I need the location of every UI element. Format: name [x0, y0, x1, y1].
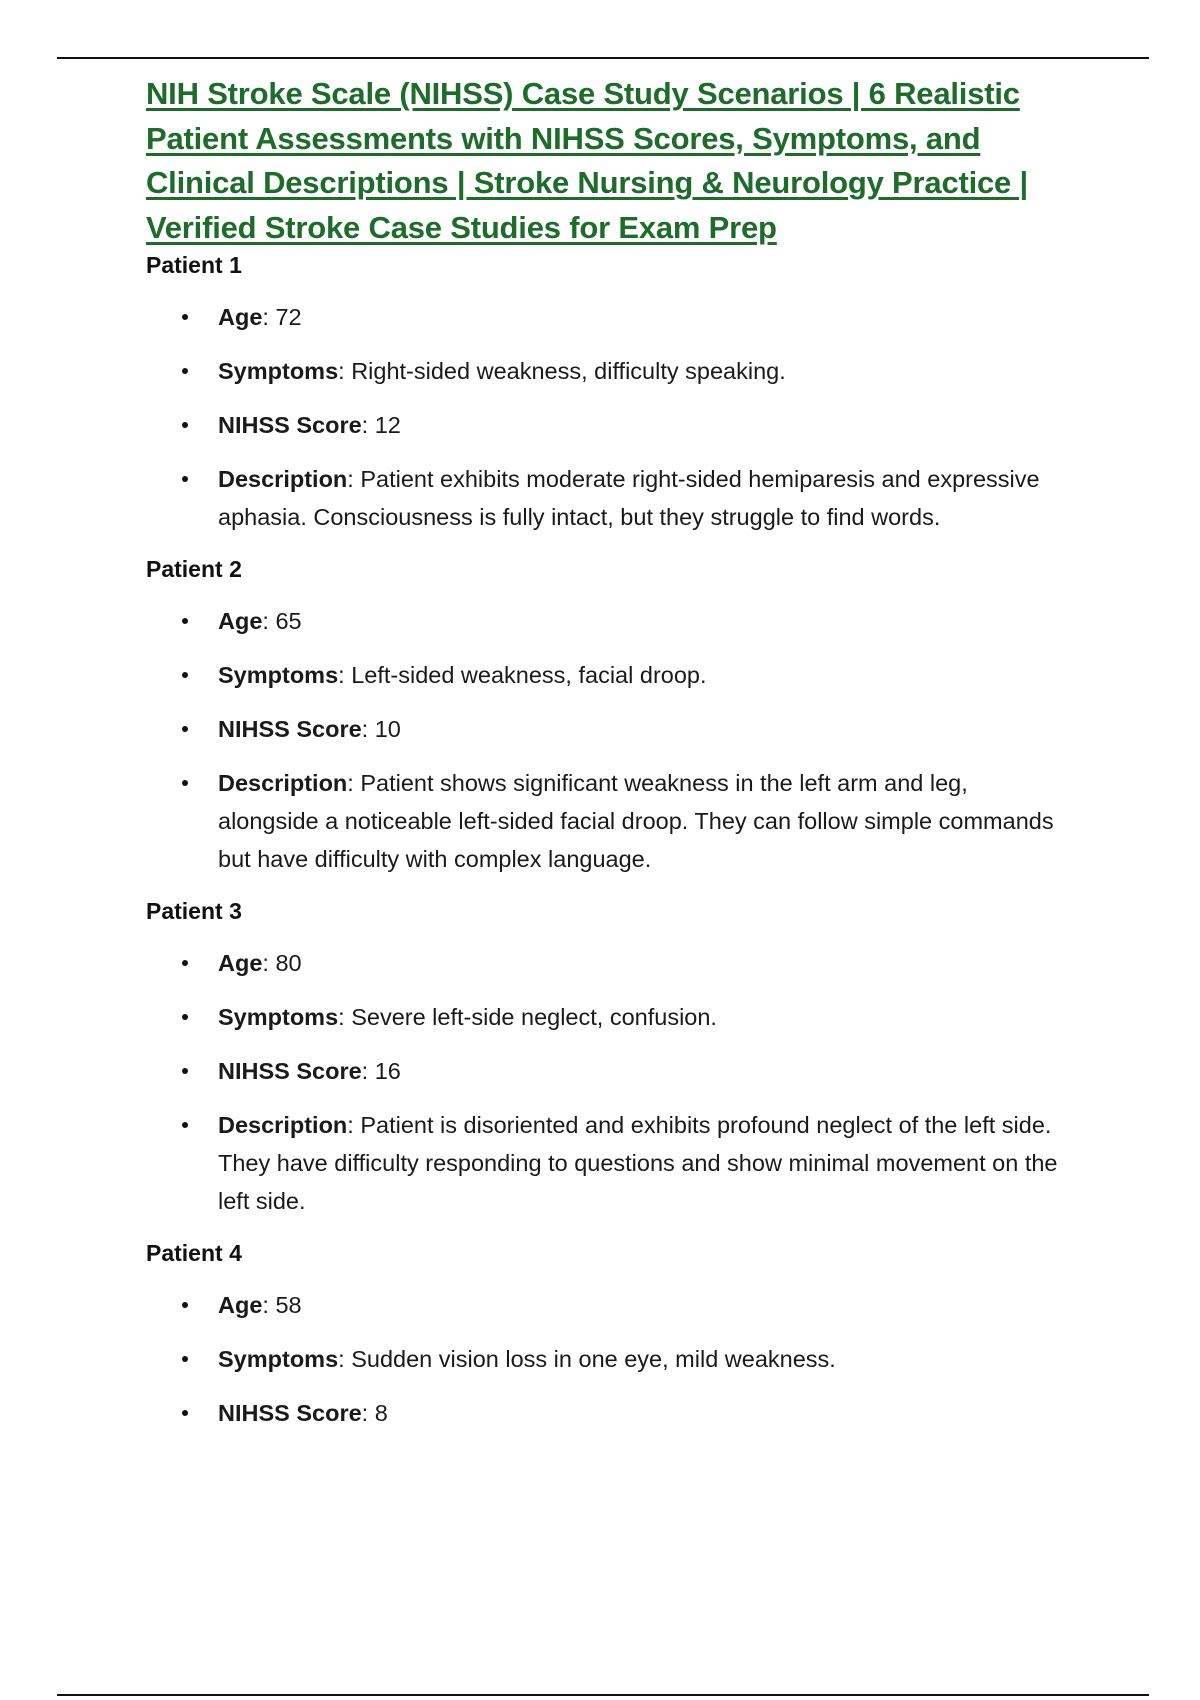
- patient-section: [146, 554, 1066, 878]
- list-item: [146, 1286, 1066, 1324]
- list-item: [146, 1052, 1066, 1090]
- field-label: NIHSS Score: [218, 412, 362, 438]
- patient-details: [146, 1286, 1066, 1432]
- bottom-divider: [57, 1694, 1149, 1696]
- bullet-icon: [182, 314, 188, 320]
- field-value: : Left-sided weakness, facial droop.: [338, 662, 707, 688]
- field-value: : Patient shows significant weakness in the left arm and leg, alongside a noticeable left-sided facial droop. They can follow simple commands but have difficulty with complex language.: [218, 770, 1054, 872]
- bullet-icon: [182, 422, 188, 428]
- patient-details: [146, 602, 1066, 878]
- bullet-icon: [182, 1356, 188, 1362]
- patient-heading: Patient 2: [146, 556, 242, 582]
- bullet-icon: [182, 1068, 188, 1074]
- field-label: Age: [218, 950, 263, 976]
- bullet-icon: [182, 368, 188, 374]
- list-item: [146, 1394, 1066, 1432]
- bullet-icon: [182, 1410, 188, 1416]
- list-item: [146, 460, 1066, 536]
- field-label: Symptoms: [218, 662, 339, 688]
- field-value: : 10: [361, 716, 401, 742]
- field-value: : 80: [262, 950, 302, 976]
- field-value: : Patient is disoriented and exhibits profound neglect of the left side. They have difficulty responding to questions and show minimal movement on the left side.: [218, 1112, 1058, 1214]
- patient-details: [146, 298, 1066, 536]
- field-label: Description: [218, 770, 348, 796]
- top-divider: [57, 57, 1149, 59]
- list-item: [146, 998, 1066, 1036]
- list-item: [146, 656, 1066, 694]
- field-label: Age: [218, 304, 263, 330]
- patient-section: [146, 896, 1066, 1220]
- bullet-icon: [182, 476, 188, 482]
- patient-section: [146, 250, 1066, 536]
- field-value: : 72: [262, 304, 302, 330]
- list-item: [146, 1106, 1066, 1220]
- patient-heading: Patient 4: [146, 1240, 242, 1266]
- bullet-icon: [182, 672, 188, 678]
- field-value: : Severe left-side neglect, confusion.: [338, 1004, 717, 1030]
- list-item: [146, 406, 1066, 444]
- field-label: NIHSS Score: [218, 716, 362, 742]
- field-label: Description: [218, 1112, 348, 1138]
- field-value: : 12: [361, 412, 401, 438]
- document-body: [146, 72, 1066, 1450]
- title-link[interactable]: NIH Stroke Scale (NIHSS) Case Study Scenarios | 6 Realistic Patient Assessments with NIHSS Scores, Symptoms, and Clinical Descriptions | Stroke Nursing & Neurology Practice | Verified Stroke Case Studies for Exam Prep: [146, 76, 1028, 245]
- field-label: Symptoms: [218, 358, 339, 384]
- field-label: Symptoms: [218, 1004, 339, 1030]
- patient-section: [146, 1238, 1066, 1432]
- list-item: [146, 298, 1066, 336]
- field-label: Age: [218, 1292, 263, 1318]
- patient-heading: Patient 1: [146, 252, 242, 278]
- patient-details: [146, 944, 1066, 1220]
- bullet-icon: [182, 618, 188, 624]
- field-value: : Patient exhibits moderate right-sided hemiparesis and expressive aphasia. Consciousness is fully intact, but they struggle to find words.: [218, 466, 1040, 530]
- list-item: [146, 710, 1066, 748]
- field-label: Age: [218, 608, 263, 634]
- field-value: : 16: [361, 1058, 401, 1084]
- patient-list: [146, 250, 1066, 1432]
- bullet-icon: [182, 1302, 188, 1308]
- bullet-icon: [182, 780, 188, 786]
- list-item: [146, 944, 1066, 982]
- field-value: : Sudden vision loss in one eye, mild weakness.: [338, 1346, 836, 1372]
- bullet-icon: [182, 1122, 188, 1128]
- list-item: [146, 764, 1066, 878]
- field-value: : 65: [262, 608, 302, 634]
- bullet-icon: [182, 1014, 188, 1020]
- document-title[interactable]: [146, 72, 1066, 250]
- list-item: [146, 1340, 1066, 1378]
- bullet-icon: [182, 960, 188, 966]
- patient-heading: Patient 3: [146, 898, 242, 924]
- field-value: : 8: [361, 1400, 388, 1426]
- field-label: Description: [218, 466, 348, 492]
- field-label: NIHSS Score: [218, 1058, 362, 1084]
- field-value: : 58: [262, 1292, 302, 1318]
- field-label: NIHSS Score: [218, 1400, 362, 1426]
- list-item: [146, 352, 1066, 390]
- field-value: : Right-sided weakness, difficulty speaking.: [338, 358, 786, 384]
- bullet-icon: [182, 726, 188, 732]
- list-item: [146, 602, 1066, 640]
- field-label: Symptoms: [218, 1346, 339, 1372]
